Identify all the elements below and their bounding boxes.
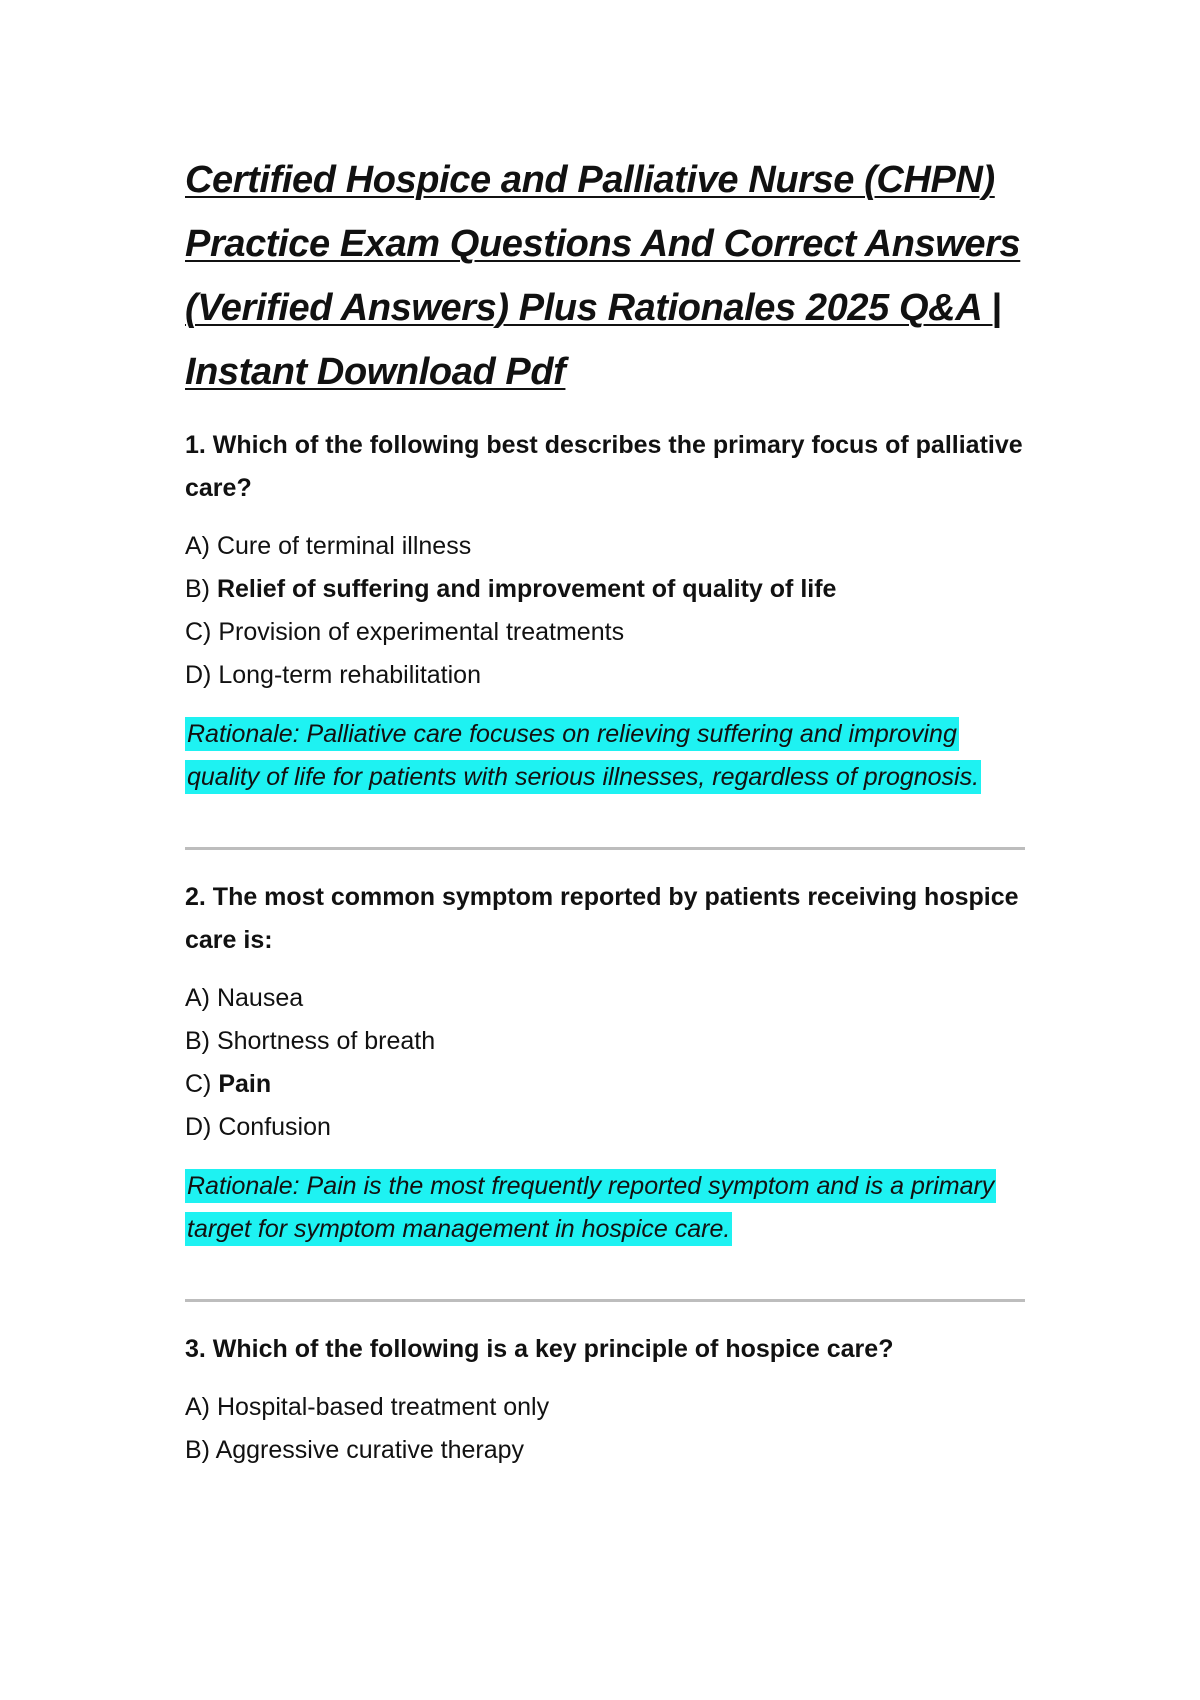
option-prefix: B): [185, 1436, 216, 1464]
option-c: [185, 611, 1025, 654]
section-divider: [185, 847, 1025, 850]
option-text: Provision of experimental treatments: [218, 618, 625, 646]
question-text: 2. The most common symptom reported by patients receiving hospice care is:: [185, 883, 1019, 954]
rationale: [185, 1165, 1025, 1251]
document-page: [185, 148, 1025, 1472]
rationale-text: Rationale: Pain is the most frequently reported symptom and is a primary target for symptom management in hospice care.: [185, 1169, 996, 1246]
option-prefix: B): [185, 1027, 217, 1055]
question-text: 3. Which of the following is a key principle of hospice care?: [185, 1335, 894, 1363]
rationale-text: Rationale: Palliative care focuses on relieving suffering and improving quality of life for patients with serious illnesses, regardless of prognosis.: [185, 717, 981, 794]
option-text: Confusion: [218, 1113, 331, 1141]
option-prefix: B): [185, 575, 217, 603]
option-c: [185, 1063, 1025, 1106]
document-title: Certified Hospice and Palliative Nurse (CHPN) Practice Exam Questions And Correct Answers (Verified Answers) Plus Rationales 2025 Q&A | Instant Download Pdf: [185, 159, 1021, 393]
question-1: [185, 424, 1025, 799]
option-a: [185, 525, 1025, 568]
option-text: Hospital-based treatment only: [216, 1393, 550, 1421]
option-text: Aggressive curative therapy: [215, 1436, 525, 1464]
option-d: [185, 654, 1025, 697]
option-prefix: D): [185, 1113, 219, 1141]
rationale: [185, 713, 1025, 799]
option-text: Nausea: [216, 984, 304, 1012]
options-list: [185, 977, 1025, 1149]
option-d: [185, 1106, 1025, 1149]
question-text: 1. Which of the following best describes the primary focus of palliative care?: [185, 431, 1023, 502]
options-list: [185, 1386, 1025, 1472]
option-prefix: A): [185, 984, 217, 1012]
option-prefix: C): [185, 1070, 219, 1098]
option-prefix: A): [185, 532, 217, 560]
option-text: Cure of terminal illness: [216, 532, 472, 560]
options-list: [185, 525, 1025, 697]
section-divider: [185, 1299, 1025, 1302]
correct-answer-text: Relief of suffering and improvement of quality of life: [216, 575, 837, 603]
option-b: [185, 1020, 1025, 1063]
option-text: Long-term rehabilitation: [218, 661, 481, 689]
question-2: [185, 876, 1025, 1251]
option-text: Shortness of breath: [216, 1027, 436, 1055]
option-b: [185, 568, 1025, 611]
option-b: [185, 1429, 1025, 1472]
option-a: [185, 977, 1025, 1020]
correct-answer-text: Pain: [218, 1070, 272, 1098]
option-a: [185, 1386, 1025, 1429]
question-3: [185, 1328, 1025, 1472]
option-prefix: D): [185, 661, 219, 689]
option-prefix: A): [185, 1393, 217, 1421]
option-prefix: C): [185, 618, 219, 646]
